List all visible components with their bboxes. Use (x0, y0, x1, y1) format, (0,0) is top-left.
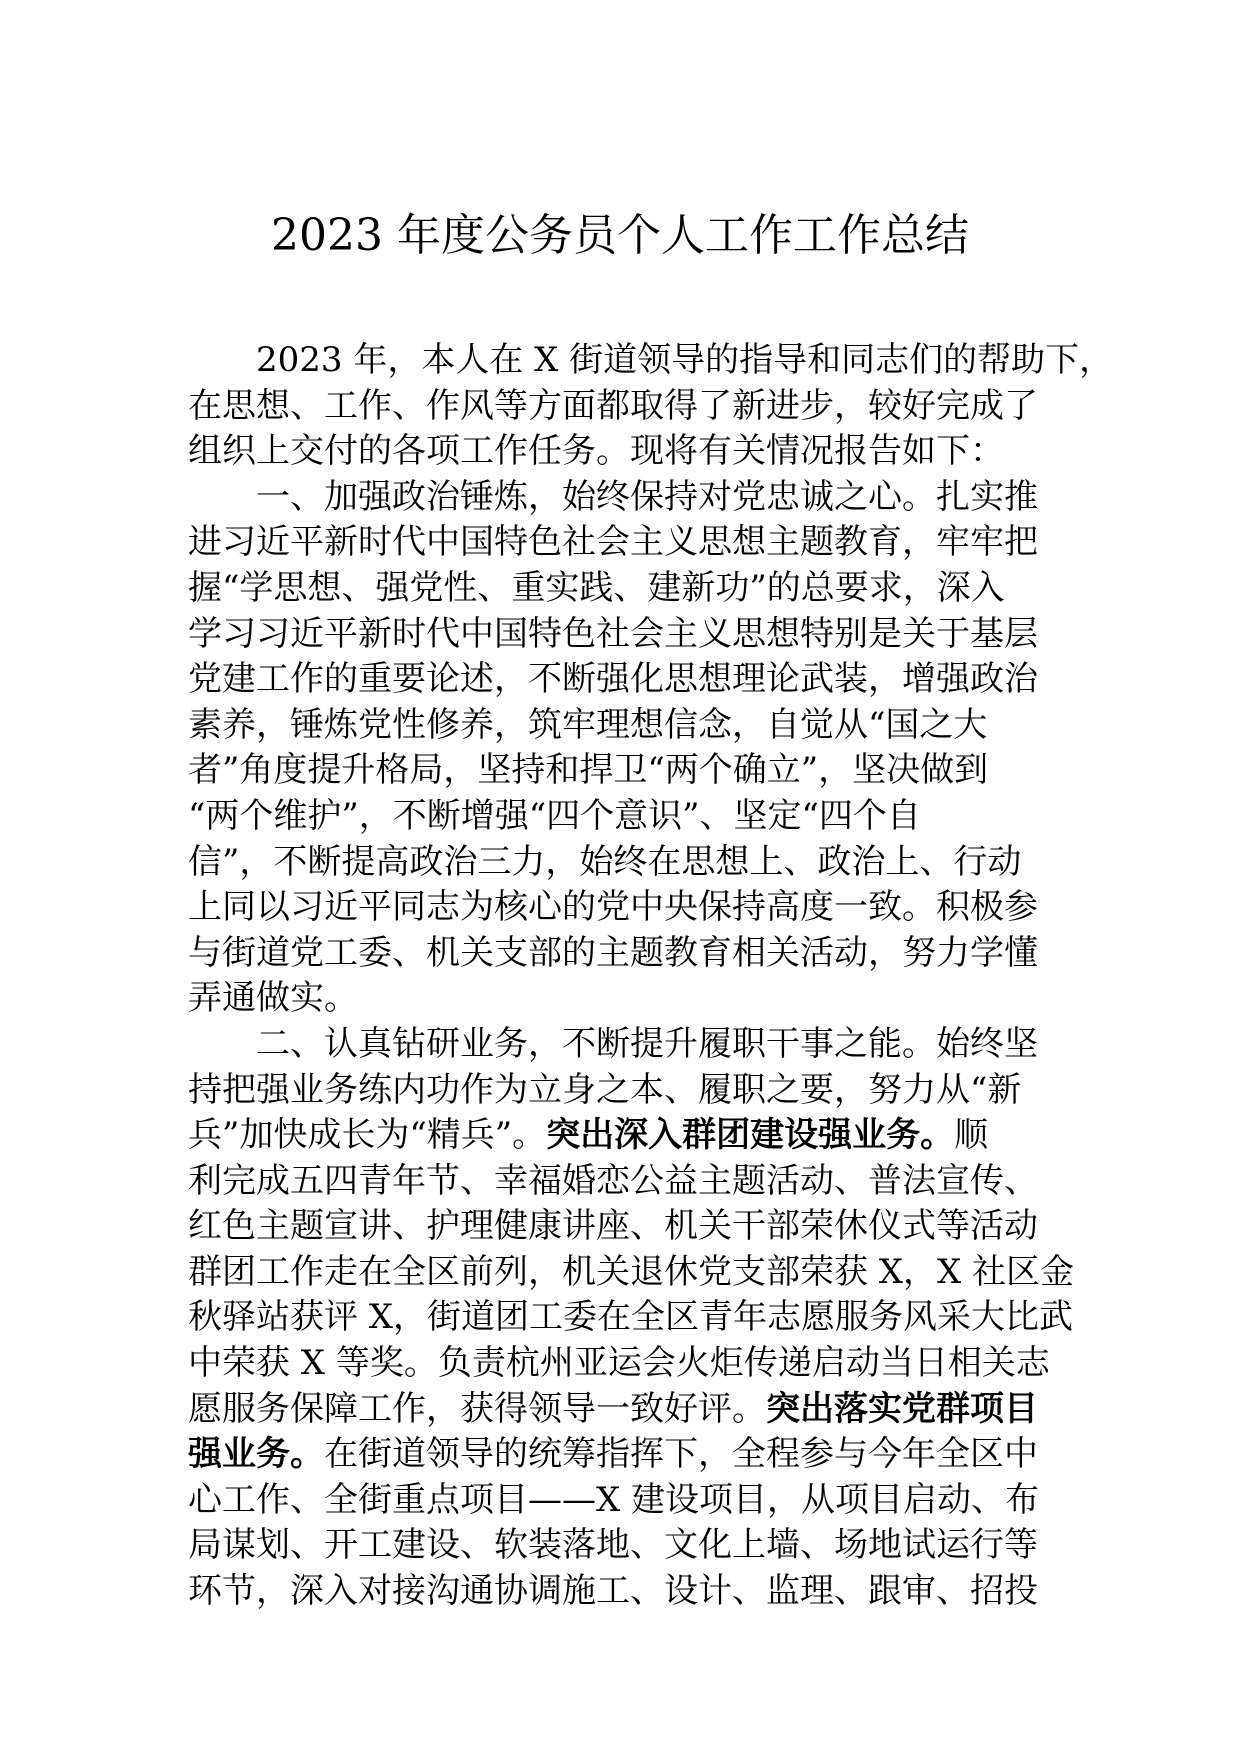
text-segment: 握“学思想、强党性、重实践、建新功”的总要求，深入 (188, 567, 1005, 608)
text-segment: 愿服务保障工作，获得领导一致好评。 (188, 1388, 766, 1429)
bold-text-segment: 突出落实党群项目 (766, 1388, 1038, 1429)
text-segment: 信”，不断提高政治三力，始终在思想上、政治上、行动 (188, 841, 1022, 882)
text-segment: 进习近平新时代中国特色社会主义思想主题教育，牢牢把 (188, 522, 1038, 563)
text-line (188, 384, 1068, 430)
text-line (188, 1341, 1068, 1387)
bold-text-segment: 强业务。 (188, 1434, 324, 1475)
text-segment: 2023 年，本人在 X 街道领导的指导和同志们的帮助下， (256, 340, 1114, 380)
text-line (188, 840, 1068, 886)
text-line (188, 748, 1068, 794)
text-line (188, 612, 1068, 658)
text-segment: 党建工作的重要论述，不断强化思想理论武装，增强政治 (188, 659, 1038, 700)
text-line (188, 885, 1068, 931)
text-line (188, 566, 1068, 612)
text-segment: 红色主题宣讲、护理健康讲座、机关干部荣休仪式等活动 (188, 1206, 1038, 1247)
text-segment: 学习习近平新时代中国特色社会主义思想特别是关于基层 (188, 613, 1038, 654)
text-line (188, 1113, 1068, 1159)
text-segment: 在思想、工作、作风等方面都取得了新进步，较好完成了 (188, 385, 1038, 426)
text-segment: “两个维护”，不断增强“四个意识”、坚定“四个自 (188, 795, 921, 836)
text-segment: 素养，锤炼党性修养，筑牢理想信念，自觉从“国之大 (188, 704, 988, 745)
text-segment: 心工作、全街重点项目——X 建设项目，从项目启动、布 (188, 1479, 1040, 1520)
text-line (188, 1569, 1068, 1615)
text-segment: 一、加强政治锤炼，始终保持对党忠诚之心。扎实推 (256, 476, 1038, 517)
text-line (188, 338, 1114, 384)
text-segment: 兵”加快成长为“精兵”。 (188, 1115, 547, 1156)
text-line (188, 703, 1068, 749)
text-segment: 秋驿站获评 X，街道团工委在全区青年志愿服务风采大比武 (188, 1297, 1074, 1338)
document-body (188, 338, 1114, 1615)
text-line (188, 1068, 1068, 1114)
document-title: 2023 年度公务员个人工作工作总结 (271, 210, 969, 261)
text-line (188, 1478, 1068, 1524)
text-line (188, 1159, 1068, 1205)
text-line (188, 475, 1068, 521)
bold-text-segment: 突出深入群团建设强业务。 (546, 1115, 955, 1156)
text-segment: 与街道党工委、机关支部的主题教育相关活动，努力学懂 (188, 932, 1038, 973)
text-line (188, 1022, 1068, 1068)
text-line (188, 976, 1068, 1022)
text-line (188, 520, 1068, 566)
text-line (188, 1204, 1068, 1250)
text-line (188, 1295, 1074, 1341)
text-line (188, 657, 1068, 703)
text-segment: 环节，深入对接沟通协调施工、设计、监理、跟审、招投 (188, 1571, 1038, 1612)
text-line (188, 1432, 1068, 1478)
text-segment: 弄通做实。 (188, 978, 358, 1019)
text-line (188, 429, 1068, 475)
text-segment: 群团工作走在全区前列，机关退休党支部荣获 X，X 社区金 (188, 1251, 1075, 1292)
text-line (188, 794, 1068, 840)
text-segment: 中荣获 X 等奖。负责杭州亚运会火炬传递启动当日相关志 (188, 1343, 1050, 1384)
text-segment: 二、认真钻研业务，不断提升履职干事之能。始终坚 (256, 1023, 1038, 1064)
text-segment: 组织上交付的各项工作任务。现将有关情况报告如下： (188, 431, 1004, 472)
text-line (188, 1250, 1075, 1296)
text-segment: 者”角度提升格局，坚持和捍卫“两个确立”，坚决做到 (188, 750, 989, 791)
text-segment: 持把强业务练内功作为立身之本、履职之要，努力从“新 (188, 1069, 1022, 1110)
text-line (188, 1523, 1068, 1569)
text-segment: 利完成五四青年节、幸福婚恋公益主题活动、普法宣传、 (188, 1160, 1038, 1201)
text-line (188, 931, 1068, 977)
text-segment: 局谋划、开工建设、软装落地、文化上墙、场地试运行等 (188, 1525, 1038, 1566)
text-segment: 在街道领导的统筹指挥下，全程参与今年全区中 (324, 1434, 1038, 1475)
text-line (188, 1387, 1068, 1433)
text-segment: 上同以习近平同志为核心的党中央保持高度一致。积极参 (188, 887, 1038, 928)
text-segment: 顺 (954, 1115, 989, 1156)
